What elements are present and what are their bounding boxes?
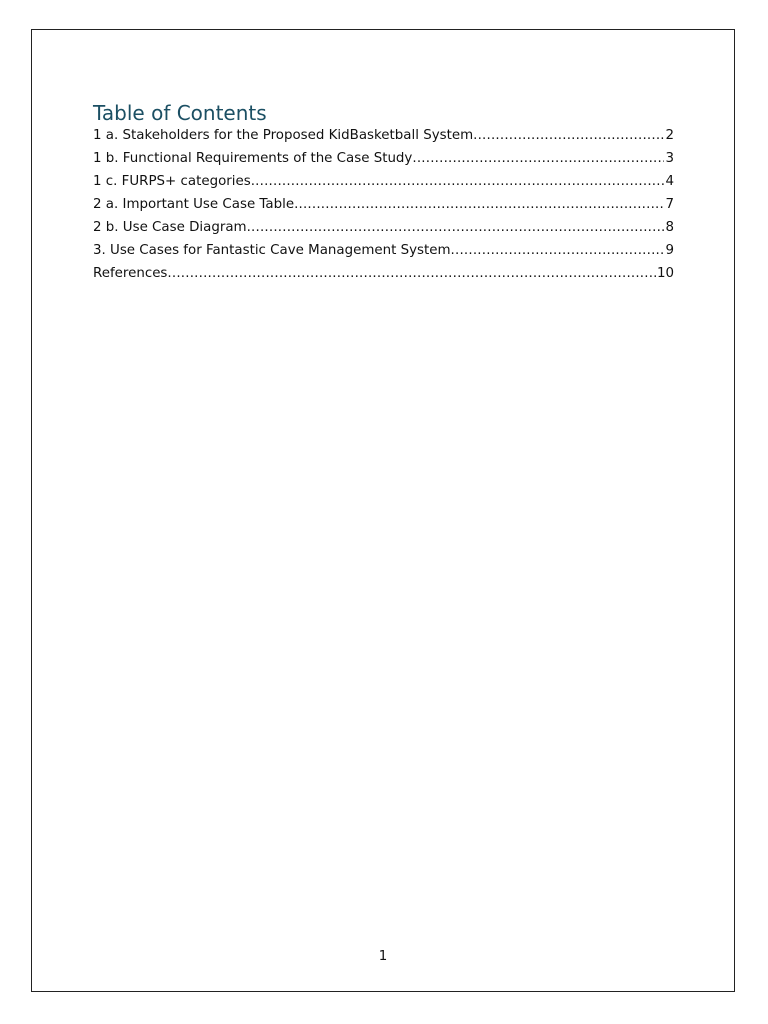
toc-heading: Table of Contents (93, 101, 267, 125)
toc-list (93, 124, 674, 285)
toc-entry[interactable] (93, 124, 674, 147)
toc-entry-label: 3. Use Cases for Fantastic Cave Management System (93, 243, 451, 258)
toc-entry[interactable] (93, 170, 674, 193)
toc-entry[interactable] (93, 262, 674, 285)
toc-dot-leader (451, 239, 665, 262)
toc-entry-page: 2 (665, 128, 674, 143)
toc-entry-label: 1 c. FURPS+ categories (93, 174, 251, 189)
document-page (31, 29, 735, 992)
toc-entry[interactable] (93, 239, 674, 262)
toc-entry[interactable] (93, 193, 674, 216)
toc-entry-label: 1 a. Stakeholders for the Proposed KidBasketball System (93, 128, 474, 143)
toc-entry-label: 2 b. Use Case Diagram (93, 220, 247, 235)
toc-entry-page: 9 (665, 243, 674, 258)
toc-dot-leader (251, 170, 665, 193)
toc-entry-label: 1 b. Functional Requirements of the Case Study (93, 151, 413, 166)
toc-dot-leader (247, 216, 665, 239)
toc-dot-leader (167, 262, 656, 285)
toc-entry[interactable] (93, 216, 674, 239)
page-number: 1 (378, 949, 388, 964)
toc-dot-leader (473, 124, 664, 147)
toc-entry-page: 4 (665, 174, 674, 189)
toc-entry-label: 2 a. Important Use Case Table (93, 197, 295, 212)
toc-dot-leader (412, 147, 664, 170)
toc-entry-label: References (93, 266, 168, 281)
toc-entry-page: 3 (665, 151, 674, 166)
toc-entry-page: 8 (665, 220, 674, 235)
toc-entry-page: 7 (665, 197, 674, 212)
toc-entry[interactable] (93, 147, 674, 170)
toc-dot-leader (294, 193, 664, 216)
toc-entry-page: 10 (656, 266, 674, 281)
